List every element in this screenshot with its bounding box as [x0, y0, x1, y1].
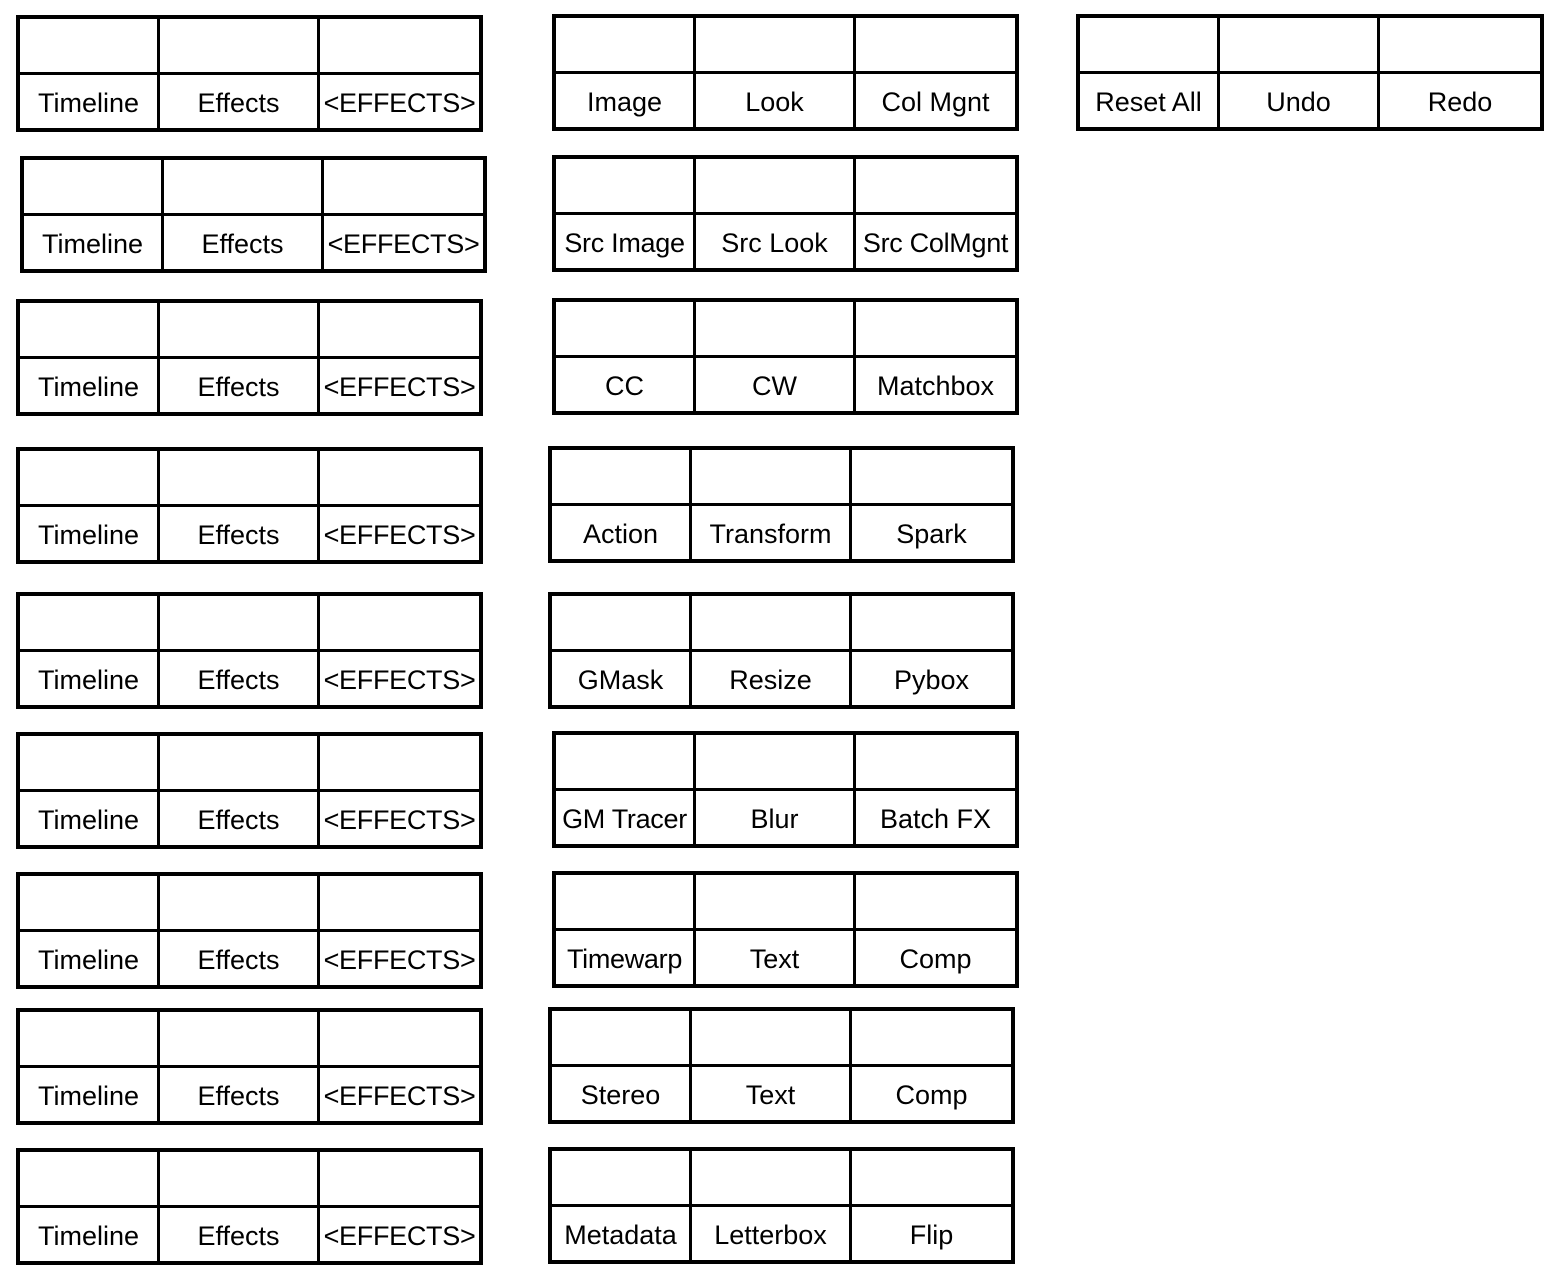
button-grid-middle-9 [548, 1147, 1015, 1264]
button-grid-middle-1 [552, 14, 1019, 131]
src-colmgnt-button[interactable]: Src ColMgnt [862, 228, 1009, 258]
effects-caps-button[interactable]: <EFFECTS> [323, 88, 476, 118]
timeline-button[interactable]: Timeline [20, 792, 160, 845]
src-image-button[interactable]: Src Image [556, 215, 696, 268]
blank-button[interactable] [160, 876, 320, 932]
blank-button[interactable] [160, 596, 320, 652]
timeline-button[interactable]: Timeline [20, 652, 160, 705]
button-grid-left-5 [16, 592, 483, 709]
comp-button[interactable]: Comp [899, 944, 972, 974]
blank-button[interactable] [1380, 18, 1540, 74]
blank-button[interactable] [1220, 18, 1380, 74]
blank-button[interactable] [852, 1151, 1011, 1207]
blank-button[interactable] [20, 736, 160, 792]
effects-button[interactable]: Effects [160, 75, 320, 128]
button-grid-middle-8 [548, 1007, 1015, 1124]
blank-button[interactable] [320, 451, 479, 507]
blank-button[interactable] [160, 1012, 320, 1068]
blank-button[interactable] [852, 1011, 1011, 1067]
stereo-button[interactable]: Stereo [552, 1067, 692, 1120]
spark-button[interactable]: Spark [896, 519, 967, 549]
blank-button[interactable] [20, 1152, 160, 1208]
effects-caps-button[interactable]: <EFFECTS> [323, 1221, 476, 1251]
blank-button[interactable] [856, 18, 1015, 74]
pybox-button[interactable]: Pybox [893, 665, 970, 695]
button-grid-middle-6 [552, 731, 1019, 848]
col-mgnt-button[interactable]: Col Mgnt [881, 87, 990, 117]
blank-button[interactable] [24, 160, 164, 216]
blank-button[interactable] [20, 1012, 160, 1068]
blank-button[interactable] [856, 875, 1015, 931]
blank-button[interactable] [852, 450, 1011, 506]
blank-button[interactable] [696, 302, 856, 358]
effects-caps-button[interactable]: <EFFECTS> [323, 945, 476, 975]
undo-button[interactable]: Undo [1220, 74, 1380, 127]
button-grid-right-1 [1076, 14, 1544, 131]
button-grid-left-4 [16, 447, 483, 564]
batch-fx-button[interactable]: Batch FX [879, 804, 992, 834]
effects-button[interactable]: Effects [160, 1068, 320, 1121]
blank-button[interactable] [856, 302, 1015, 358]
button-grid-left-1 [16, 15, 483, 132]
blank-button[interactable] [160, 303, 320, 359]
blank-button[interactable] [160, 1152, 320, 1208]
redo-button[interactable]: Redo [1427, 87, 1493, 117]
blank-button[interactable] [696, 159, 856, 215]
cc-button[interactable]: CC [556, 358, 696, 411]
look-button[interactable]: Look [696, 74, 856, 127]
effects-caps-button[interactable]: <EFFECTS> [323, 520, 476, 550]
timeline-button[interactable]: Timeline [20, 1068, 160, 1121]
blank-button[interactable] [320, 876, 479, 932]
blank-button[interactable] [164, 160, 324, 216]
timewarp-button[interactable]: Timewarp [556, 931, 696, 984]
effects-button[interactable]: Effects [160, 932, 320, 985]
reset-all-button[interactable]: Reset All [1080, 74, 1220, 127]
button-grid-middle-5 [548, 592, 1015, 709]
blank-button[interactable] [20, 19, 160, 75]
blank-button[interactable] [692, 596, 852, 652]
gm-tracer-button[interactable]: GM Tracer [556, 791, 696, 844]
effects-button[interactable]: Effects [160, 507, 320, 560]
blank-button[interactable] [556, 159, 696, 215]
button-grid-middle-4 [548, 446, 1015, 563]
timeline-button[interactable]: Timeline [20, 932, 160, 985]
blank-button[interactable] [320, 19, 479, 75]
blank-button[interactable] [160, 451, 320, 507]
text-button[interactable]: Text [696, 931, 856, 984]
blank-button[interactable] [852, 596, 1011, 652]
blank-button[interactable] [696, 735, 856, 791]
blank-button[interactable] [552, 1151, 692, 1207]
action-button[interactable]: Action [552, 506, 692, 559]
effects-caps-button[interactable]: <EFFECTS> [323, 372, 476, 402]
blank-button[interactable] [692, 1011, 852, 1067]
effects-caps-button[interactable]: <EFFECTS> [327, 229, 480, 259]
blank-button[interactable] [160, 19, 320, 75]
timeline-button[interactable]: Timeline [24, 216, 164, 269]
blank-button[interactable] [320, 596, 479, 652]
text-button[interactable]: Text [692, 1067, 852, 1120]
gmask-button[interactable]: GMask [552, 652, 692, 705]
blank-button[interactable] [1080, 18, 1220, 74]
blank-button[interactable] [20, 876, 160, 932]
button-grid-middle-2 [552, 155, 1019, 272]
src-look-button[interactable]: Src Look [696, 215, 856, 268]
metadata-button[interactable]: Metadata [552, 1207, 692, 1260]
cw-button[interactable]: CW [696, 358, 856, 411]
blank-button[interactable] [552, 596, 692, 652]
effects-caps-button[interactable]: <EFFECTS> [323, 805, 476, 835]
blank-button[interactable] [556, 875, 696, 931]
effects-caps-button[interactable]: <EFFECTS> [323, 665, 476, 695]
blank-button[interactable] [696, 18, 856, 74]
effects-caps-button[interactable]: <EFFECTS> [323, 1081, 476, 1111]
button-grid-left-9 [16, 1148, 483, 1265]
effects-button[interactable]: Effects [160, 359, 320, 412]
matchbox-button[interactable]: Matchbox [876, 371, 995, 401]
button-grid-left-3 [16, 299, 483, 416]
blank-button[interactable] [20, 596, 160, 652]
blank-button[interactable] [320, 1012, 479, 1068]
blank-button[interactable] [20, 303, 160, 359]
timeline-button[interactable]: Timeline [20, 75, 160, 128]
blank-button[interactable] [160, 736, 320, 792]
blank-button[interactable] [856, 159, 1015, 215]
button-grid-middle-7 [552, 871, 1019, 988]
blank-button[interactable] [692, 1151, 852, 1207]
image-button[interactable]: Image [556, 74, 696, 127]
button-grid-left-6 [16, 732, 483, 849]
blank-button[interactable] [320, 303, 479, 359]
button-grid-left-8 [16, 1008, 483, 1125]
timeline-button[interactable]: Timeline [20, 359, 160, 412]
button-grid-middle-3 [552, 298, 1019, 415]
blank-button[interactable] [20, 451, 160, 507]
effects-button[interactable]: Effects [160, 792, 320, 845]
effects-button[interactable]: Effects [160, 652, 320, 705]
button-grid-left-7 [16, 872, 483, 989]
blank-button[interactable] [696, 875, 856, 931]
transform-button[interactable]: Transform [692, 506, 852, 559]
blank-button[interactable] [692, 450, 852, 506]
blank-button[interactable] [320, 1152, 479, 1208]
blank-button[interactable] [856, 735, 1015, 791]
effects-button[interactable]: Effects [164, 216, 324, 269]
button-grid-left-2 [20, 156, 487, 273]
blur-button[interactable]: Blur [696, 791, 856, 844]
blank-button[interactable] [320, 736, 479, 792]
blank-button[interactable] [552, 450, 692, 506]
timeline-button[interactable]: Timeline [20, 507, 160, 560]
comp-button[interactable]: Comp [895, 1080, 968, 1110]
timeline-button[interactable]: Timeline [20, 1208, 160, 1261]
flip-button[interactable]: Flip [909, 1220, 954, 1250]
effects-button[interactable]: Effects [160, 1208, 320, 1261]
blank-button[interactable] [556, 302, 696, 358]
resize-button[interactable]: Resize [692, 652, 852, 705]
blank-button[interactable] [556, 18, 696, 74]
blank-button[interactable] [552, 1011, 692, 1067]
letterbox-button[interactable]: Letterbox [692, 1207, 852, 1260]
blank-button[interactable] [324, 160, 483, 216]
blank-button[interactable] [556, 735, 696, 791]
